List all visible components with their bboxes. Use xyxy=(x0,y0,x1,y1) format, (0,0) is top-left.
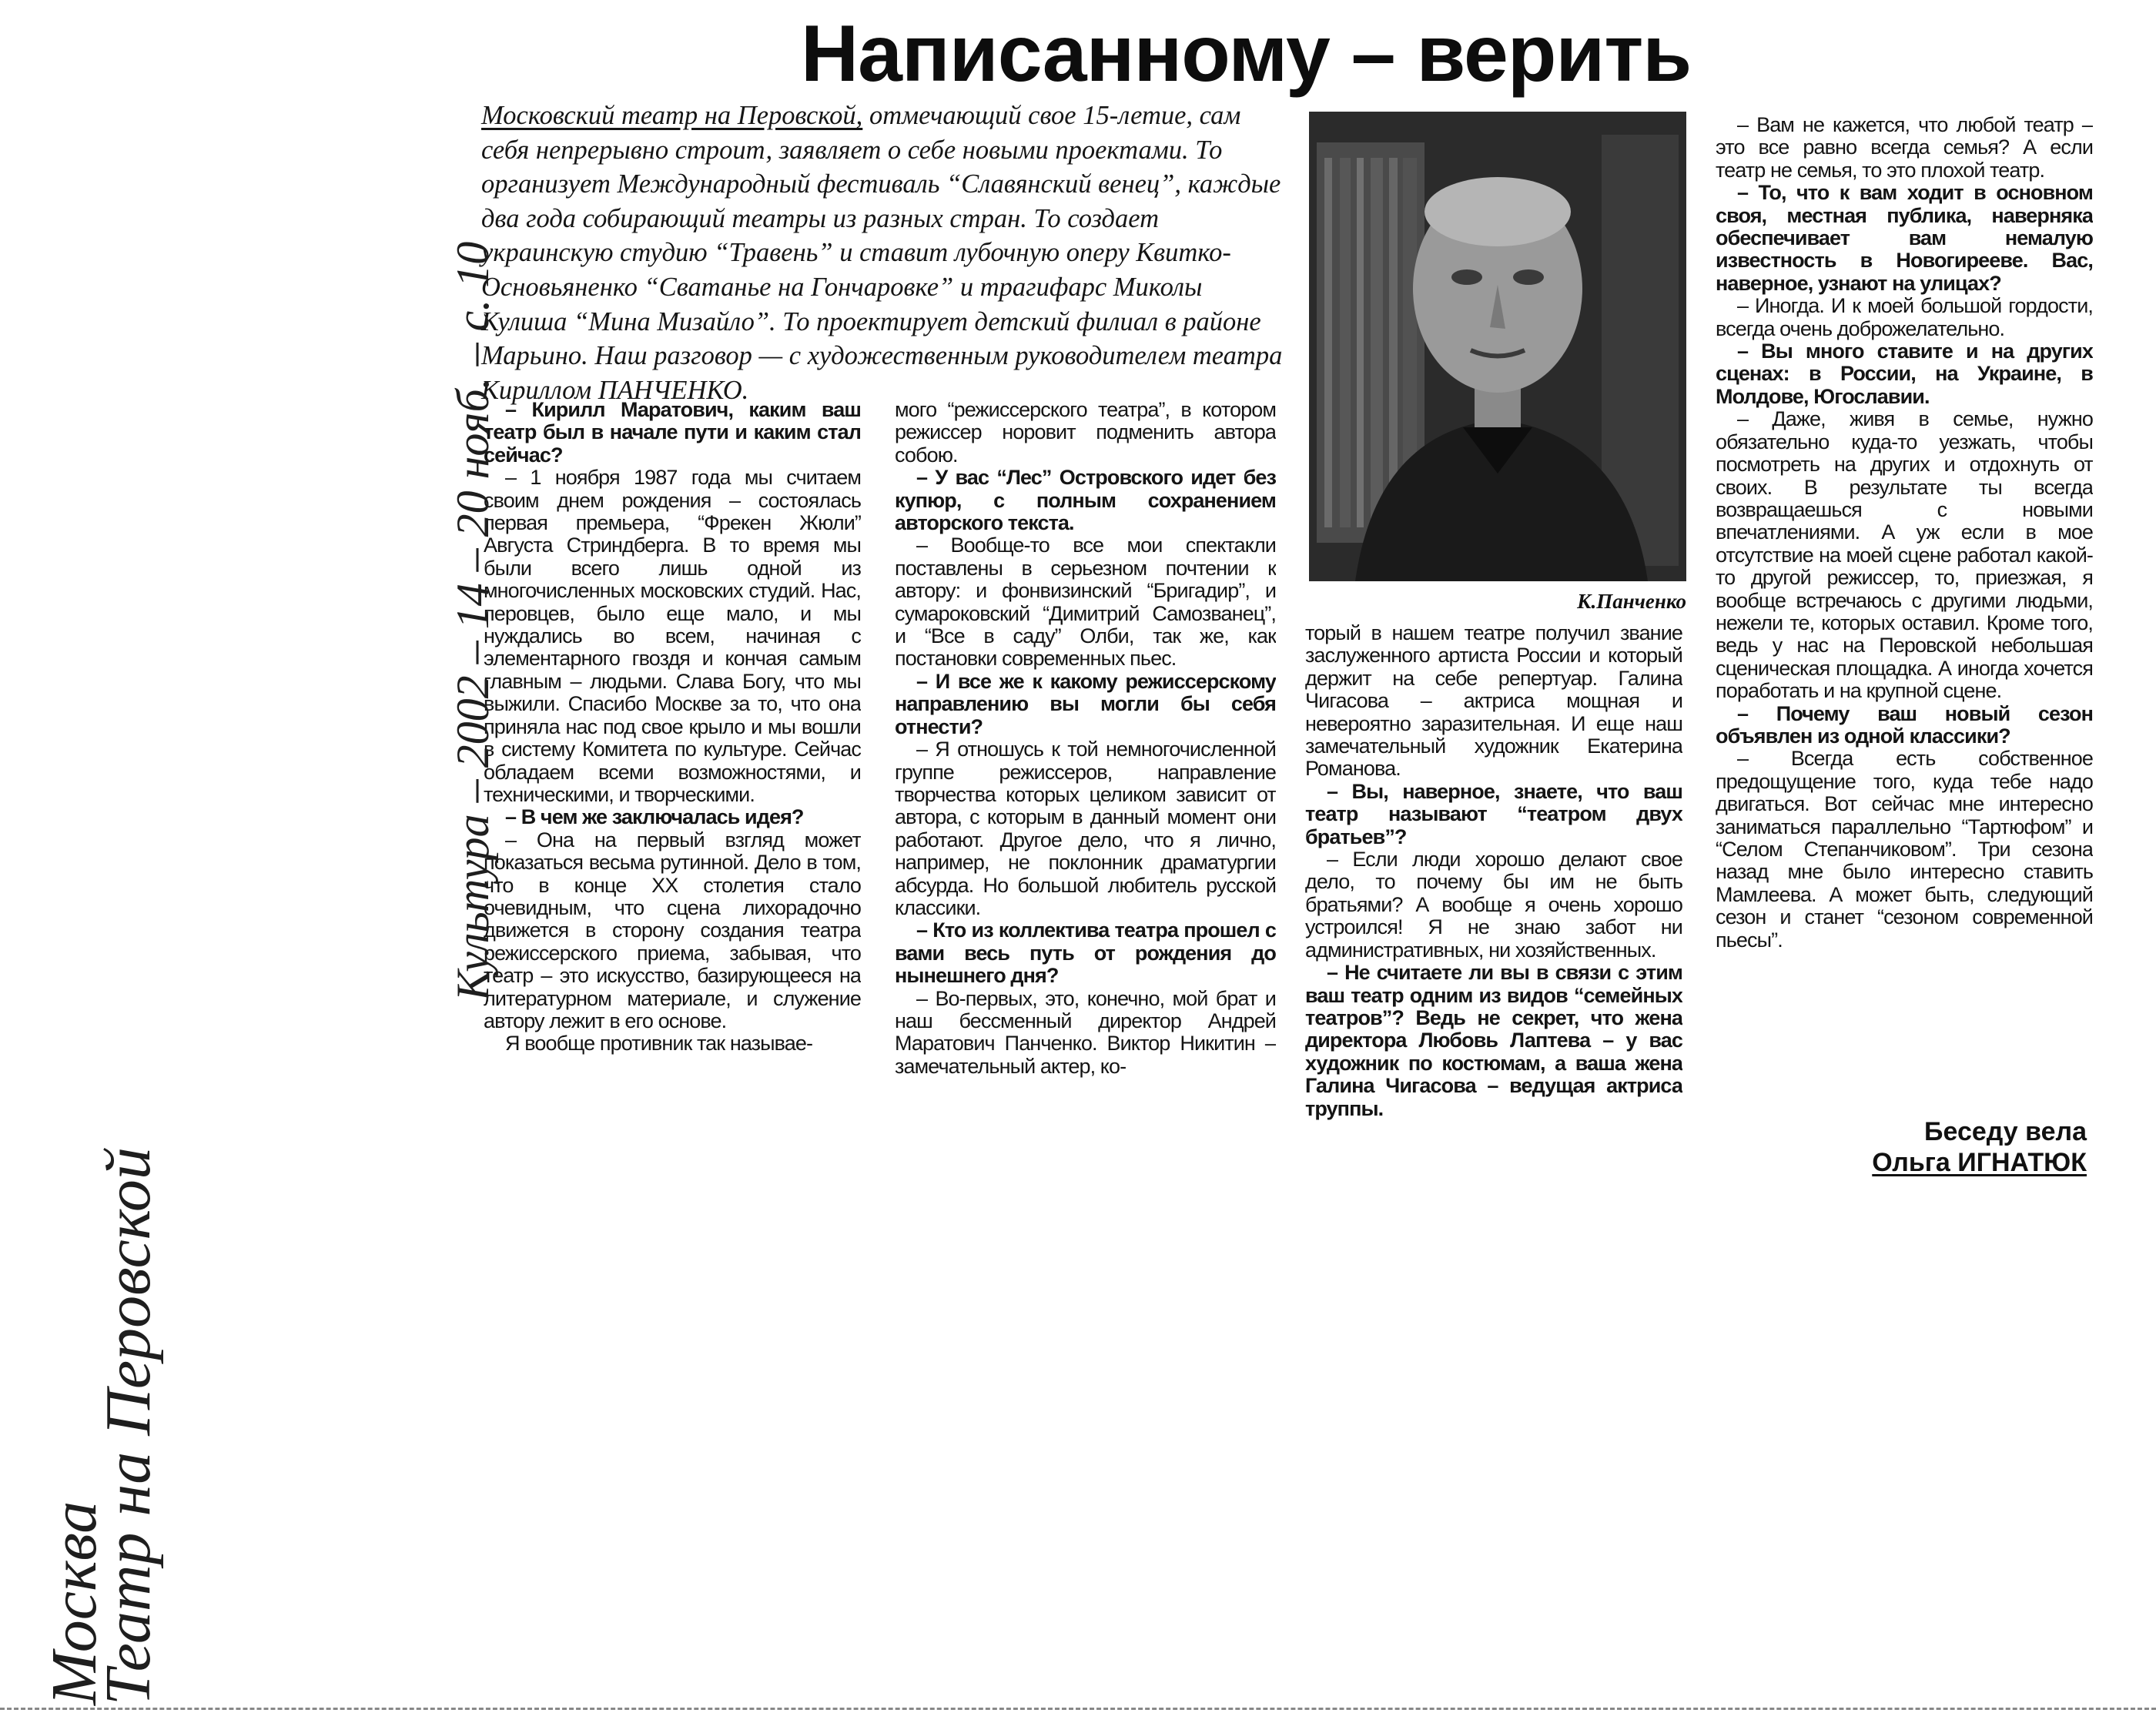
column-3 xyxy=(1305,622,1682,1207)
byline xyxy=(1763,1116,2087,1178)
answer: – Она на первый взгляд может показаться весьма рутинной. Дело в том, что в конце XX столетия стало очевидным, что сцена лихорадочно движется в сторону создания театра режиссерского приема, забывая, что театр – это искусство, базирующееся на литературном материале, и служение автору лежит в его основе. xyxy=(484,828,861,1032)
handwritten-theatre-note: Театр на Перовской xyxy=(92,1147,164,1705)
question: – Не считаете ли вы в связи с этим ваш театр одним из видов “семейных театров”? Ведь не секрет, что жена директора Любовь Лаптева – у вас художник по костюмам, а ваша жена Галина Чигасова – ведущая актриса труппы. xyxy=(1305,961,1682,1120)
scan-edge-divider xyxy=(0,1708,2156,1710)
handwritten-city-note: Москва xyxy=(38,1501,110,1705)
question: – Вы, наверное, знаете, что ваш театр называют “театром двух братьев”? xyxy=(1305,779,1682,848)
lead-text: отмечающий свое 15-летие, сам себя непрерывно строит, заявляет о себе новыми проектами. То организует Международный фестиваль “Славянский венец”, каждые два года собирающий театры из разных стран. То создает украинскую студию “Травень” и ставит лубочную оперу Квитко-Основьяненко “Сватанье на Гончаровке” и трагифарс Миколы Кулиша “Мина Мизайло”. То проектирует детский филиал в районе Марьино. Наш разговор — с художественным руководителем театра Кириллом ПАНЧЕНКО. xyxy=(481,101,1283,405)
handwritten-date-note: Культура – 2002 – 14 – 20 нояб. – с. 10 xyxy=(447,241,498,1001)
column-2 xyxy=(895,399,1276,1207)
question: – Кто из коллектива театра прошел с вами весь путь от рождения до нынешнего дня? xyxy=(895,918,1276,988)
column-4 xyxy=(1716,114,2093,1069)
photo-caption: К.Панченко xyxy=(1577,590,1686,613)
byline-label: Беседу вела xyxy=(1924,1117,2087,1146)
question: – И все же к какому режиссерскому направлению вы могли бы себя отнести? xyxy=(895,669,1276,738)
answer: – Всегда есть собственное предощущение того, куда тебе надо двигаться. Вот сейчас мне интересно заниматься параллельно “Тартюфом” и “Селом Степанчиковом”. Три сезона назад мне было интересно ставить Мамлеева. А может быть, следующий сезон и станет “сезоном современной пьесы”. xyxy=(1716,747,2093,952)
column-1 xyxy=(484,399,861,1207)
byline-author: Ольга ИГНАТЮК xyxy=(1872,1148,2087,1177)
question: – Вы много ставите и на других сценах: в России, на Украине, в Молдове, Югославии. xyxy=(1716,340,2093,408)
continuation: торый в нашем театре получил звание заслуженного артиста России и который держит на себе репертуар. Галина Чигасова – актриса мощная и невероятно заразительная. И еще наш замечательный художник Екатерина Романова. xyxy=(1305,622,1682,781)
answer: – Я отношусь к той немногочисленной группе режиссеров, направление творчества которых целиком зависит от автора, с которым в данный момент они работают. Другое дело, что я лично, например, не поклонник драматургии абсурда. Но большой любитель русской классики. xyxy=(895,738,1276,919)
answer: – Если люди хорошо делают свое дело, то почему бы им не быть братьями? А вообще я очень хорошо устроился! Я не знаю забот ни административных, ни хозяйственных. xyxy=(1305,848,1682,962)
question: – В чем же заключалась идея? xyxy=(505,805,804,829)
question: – У вас “Лес” Островского идет без купюр, с полным сохранением авторского текста. xyxy=(895,466,1276,535)
answer: – Вообще-то все мои спектакли поставлены в серьезном почтении к автору: и фонвизинский “Бригадир”, и сумароковский “Димитрий Самозванец”, и “Все в саду” Олби, так же, как постановки современных пьес. xyxy=(895,534,1276,671)
question: – То, что к вам ходит в основном своя, местная публика, наверняка обеспечивает вам немалую известность в Новогирееве. Вас, наверное, узнают на улицах? xyxy=(1716,181,2093,295)
portrait-photo xyxy=(1309,112,1686,581)
answer: Я вообще противник так называе- xyxy=(505,1032,813,1056)
answer: – Иногда. И к моей большой гордости, всегда очень доброжелательно. xyxy=(1716,294,2093,340)
lead-paragraph xyxy=(481,99,1290,407)
answer: – Даже, живя в семье, нужно обязательно куда-то уезжать, чтобы посмотреть на других и отдохнуть от своих. В результате ты всегда возвращаешься с новыми впечатлениями. А уж если в мое отсутствие на моей сцене работал какой-то другой режиссер, то, приезжая, я вообще встречаюсь с другими людьми, нежели те, которых оставил. Кроме того, ведь у нас на Перовской небольшая сценическая площадка. А иногда хочется поработать и на крупной сцене. xyxy=(1716,407,2093,703)
headline: Написанному – верить xyxy=(801,9,1692,99)
question: – Почему ваш новый сезон объявлен из одной классики? xyxy=(1716,701,2093,748)
answer: – Вам не кажется, что любой театр – это все равно всегда семья? А если театр не семья, то это плохой театр. xyxy=(1716,114,2093,182)
lead-underlined-phrase: Московский театр на Перовской, xyxy=(481,101,863,130)
continuation: мого “режиссерского театра”, в котором режиссер норовит подменить автора собою. xyxy=(895,399,1276,467)
answer: – Во-первых, это, конечно, мой брат и наш бессменный директор Андрей Маратович Панченко. Виктор Никитин – замечательный актер, ко- xyxy=(895,986,1276,1078)
portrait-illustration xyxy=(1309,112,1686,581)
question: – Кирилл Маратович, каким ваш театр был в начале пути и каким стал сейчас? xyxy=(484,399,861,467)
answer: – 1 ноября 1987 года мы считаем своим днем рождения – состоялась первая премьера, “Фрекен Жюли” Августа Стриндберга. В то время мы были всего лишь одной из многочисленных московских студий. Нас, перовцев, было еще мало, и мы нуждались во всем, начиная с элементарного гвоздя и кончая самым главным – людьми. Слава Богу, что мы выжили. Спасибо Москве за то, что она приняла нас под свое крыло и мы вошли в систему Комитета по культуре. Сейчас обладаем всеми возможностями, и техническими, и творческими. xyxy=(484,466,861,806)
